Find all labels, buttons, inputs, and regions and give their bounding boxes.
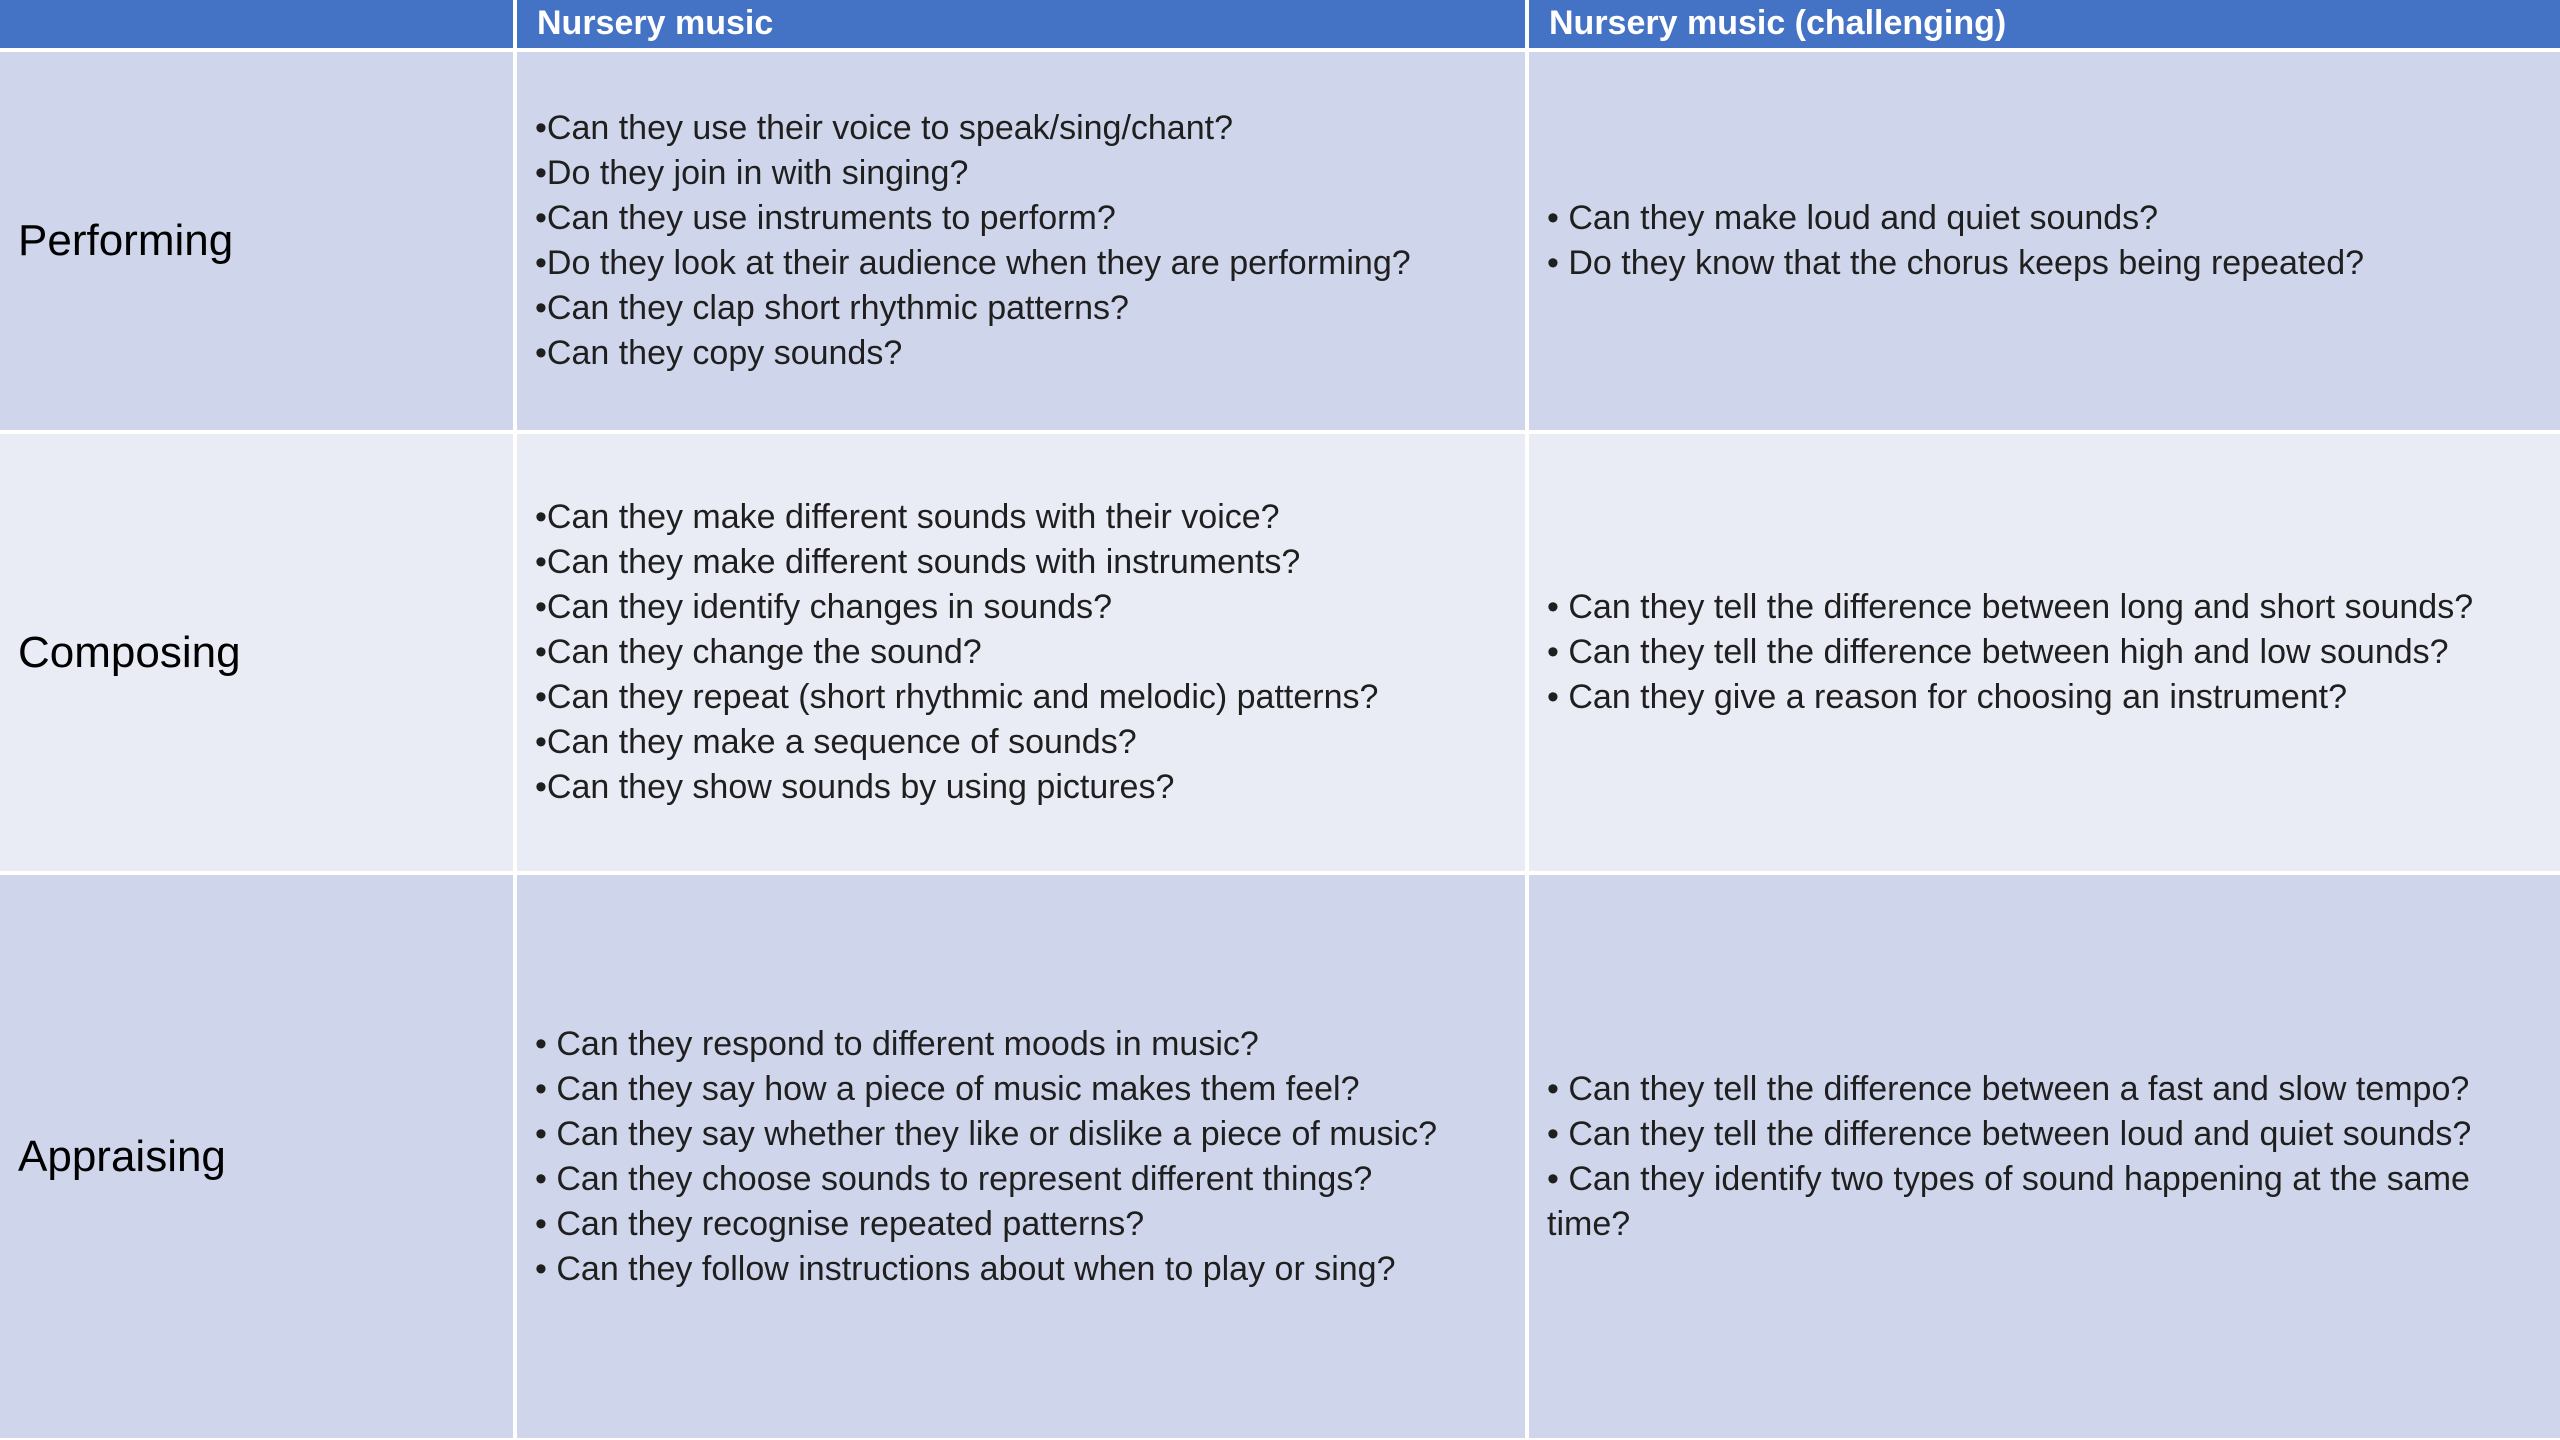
composing-nursery-list: [517, 434, 1525, 871]
list-item: •Do they join in with singing?: [535, 154, 969, 192]
header-nursery-label: Nursery music: [537, 4, 774, 42]
list-item: •Can they make different sounds with instruments?: [535, 543, 1301, 581]
list-item: •Can they identify changes in sounds?: [535, 588, 1113, 626]
list-item: • Can they tell the difference between high and low sounds?: [1547, 633, 2449, 671]
list-item: • Can they make loud and quiet sounds?: [1547, 199, 2159, 237]
row-label-composing: Composing: [0, 434, 513, 871]
list-item: •Can they use their voice to speak/sing/chant?: [535, 109, 1233, 147]
list-item: •Can they clap short rhythmic patterns?: [535, 289, 1129, 327]
list-item: •Can they show sounds by using pictures?: [535, 768, 1175, 806]
row-label-appraising: Appraising: [0, 875, 513, 1438]
list-item: •Can they make a sequence of sounds?: [535, 723, 1137, 761]
header-cell-blank: [0, 0, 513, 48]
list-item: • Can they say how a piece of music makes them feel?: [535, 1069, 1360, 1108]
list-item: • Can they follow instructions about when to play or sing?: [535, 1249, 1396, 1288]
list-item: • Can they tell the difference between a fast and slow tempo?: [1547, 1069, 2470, 1108]
performing-nursery-list: [517, 52, 1525, 430]
list-item: • Can they give a reason for choosing an instrument?: [1547, 678, 2348, 716]
list-item: • Can they choose sounds to represent different things?: [535, 1159, 1373, 1198]
list-item: •Can they repeat (short rhythmic and melodic) patterns?: [535, 678, 1379, 716]
header-challenging-label: Nursery music (challenging): [1549, 4, 2007, 42]
list-item: • Do they know that the chorus keeps being repeated?: [1547, 244, 2365, 282]
appraising-challenging-list: [1529, 875, 2560, 1438]
row-label-performing: Performing: [0, 52, 513, 430]
list-item: •Can they copy sounds?: [535, 334, 903, 372]
list-item: •Can they make different sounds with their voice?: [535, 498, 1280, 536]
list-item: • Can they tell the difference between loud and quiet sounds?: [1547, 1114, 2472, 1153]
performing-challenging-list: [1529, 52, 2560, 430]
list-item: • Can they say whether they like or dislike a piece of music?: [535, 1114, 1437, 1153]
header-cell-challenging: [1529, 0, 2560, 48]
list-item: •Can they use instruments to perform?: [535, 199, 1116, 237]
list-item: •Do they look at their audience when they are performing?: [535, 244, 1411, 282]
appraising-nursery-list: [517, 875, 1525, 1438]
list-item: • Can they tell the difference between long and short sounds?: [1547, 588, 2474, 626]
list-item: • Can they recognise repeated patterns?: [535, 1204, 1145, 1243]
list-item: • Can they identify two types of sound happening at the same time?: [1547, 1159, 2470, 1243]
list-item: • Can they respond to different moods in music?: [535, 1024, 1259, 1063]
composing-challenging-list: [1529, 434, 2560, 871]
header-cell-nursery: [517, 0, 1525, 48]
list-item: •Can they change the sound?: [535, 633, 982, 671]
